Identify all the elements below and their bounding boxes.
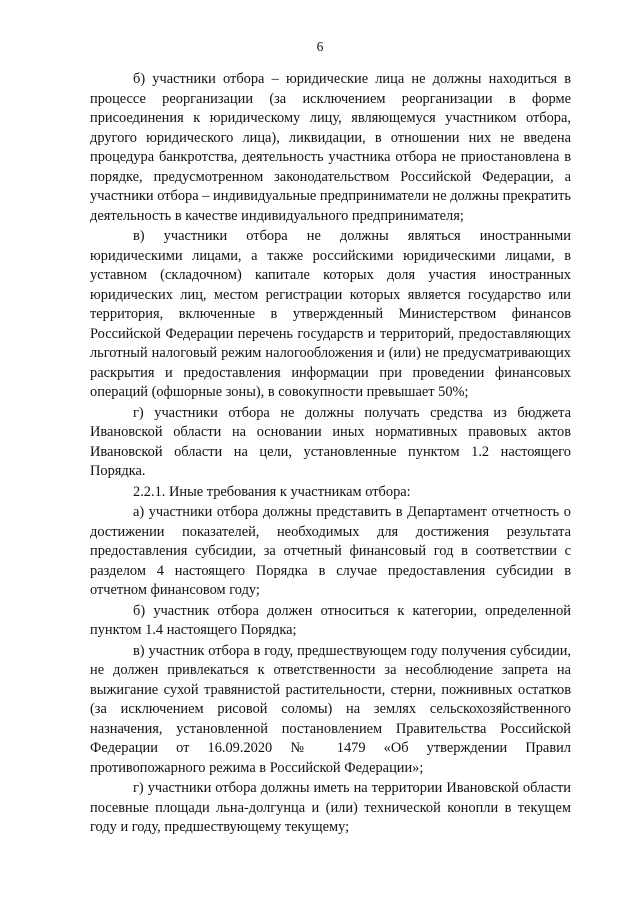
paragraph-b-category: б) участник отбора должен относиться к категории, определенной пунктом 1.4 настоящего Порядка; [90,602,571,638]
paragraph-b-legal-entities: б) участники отбора – юридические лица не должны находиться в процессе реорганизации (за исключением реорганизации в форме присоединения к юридическому лицу, являющемуся участником отбора, другого юридического лица), ликвидации, в отношении них не введена процедура банкротства, деятельность участника отбора не приостановлена в порядке, предусмотренном законодательством Российской Федерации, а участники отбора – индивидуальные предприниматели не должны прекратить деятельность в качестве индивидуального предпринимателя; [90,71,571,224]
paragraph-v-foreign-entities: в) участники отбора не должны являться иностранными юридическими лицами, а также российскими юридическими лицами, в уставном (складочном) капитале которых доля участия иностранных юридических лиц, местом регистрации которых является государство или территория, включенные в утвержденный Министерством финансов Российской Федерации перечень государств и территорий, предоставляющих льготный налоговый режим налогообложения и (или) не предусматривающих раскрытия и предоставления информации при проведении финансовых операций (офшорные зоны), в совокупности превышает 50%; [90,228,571,400]
paragraph-v-fire-regulations: в) участник отбора в году, предшествующем году получения субсидии, не должен привлекаться к ответственности за несоблюдение запрета на выжигание сухой травянистой растительности, стерни, пожнивных остатков (за исключением рисовой соломы) на землях сельскохозяйственного назначения, установленной постановлением Правительства Российской Федерации от 16.09.2020 № 1479 «Об утверждении Правил противопожарного режима в Российской Федерации»; [90,642,571,776]
paragraph-g-sown-areas: г) участники отбора должны иметь на территории Ивановской области посевные площади льна-долгунца и (или) технической конопли в текущем году и году, предшествующему текущему; [90,780,571,835]
paragraph-g-budget-funds: г) участники отбора не должны получать средства из бюджета Ивановской области на основании иных нормативных правовых актов Ивановской области на цели, установленные пунктом 1.2 настоящего Порядка. [90,404,571,479]
paragraph-a-reporting: а) участники отбора должны представить в Департамент отчетность о достижении показателей, необходимых для достижения результата предоставления субсидии, за отчетный финансовый год в соответствии с разделом 4 настоящего Порядка в случае предоставления субсидии в отчетном финансовом году; [90,504,571,598]
document-body [90,70,571,838]
paragraph-2-2-1-heading: 2.2.1. Иные требования к участникам отбора: [133,483,411,500]
page-number: 6 [316,39,324,54]
